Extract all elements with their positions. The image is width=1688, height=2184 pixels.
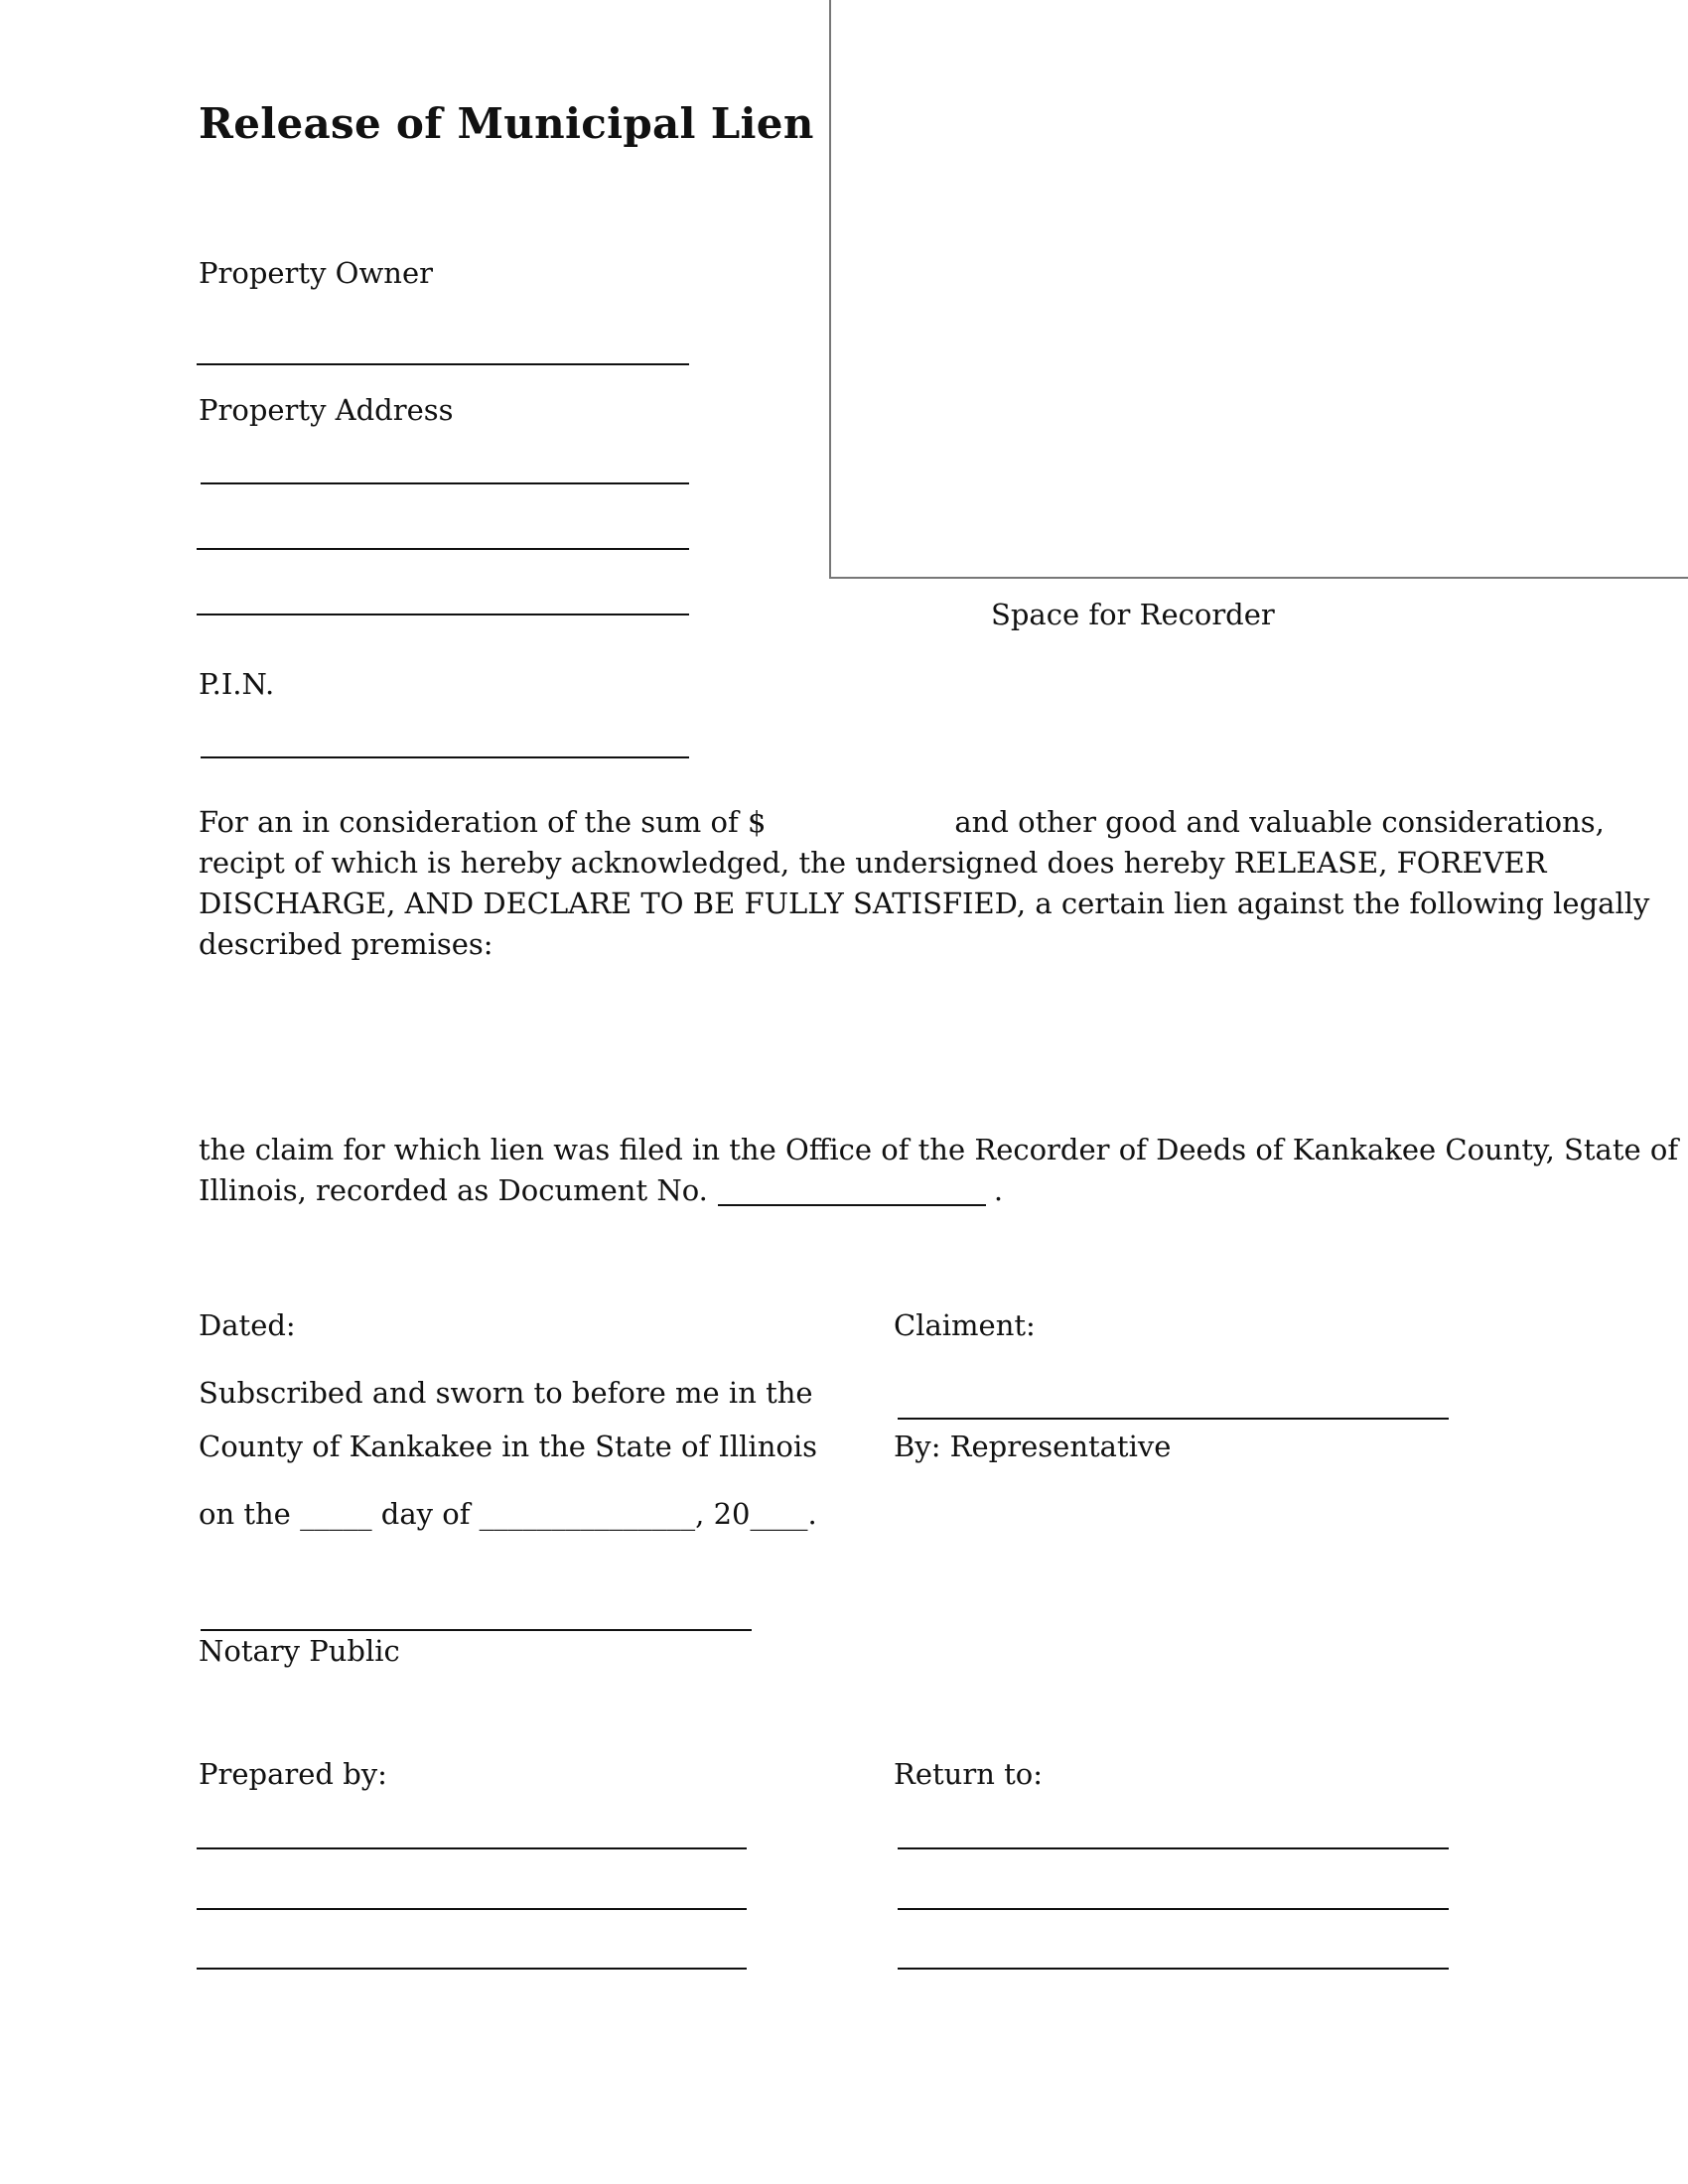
consideration-line-4: described premises: [199, 927, 493, 961]
return-to-line-3[interactable] [898, 1968, 1449, 1970]
pin-label: P.I.N. [199, 667, 275, 701]
claim-line-2 [199, 1170, 1509, 1211]
page-title: Release of Municipal Lien [199, 99, 814, 148]
notary-public-label: Notary Public [199, 1634, 400, 1668]
consideration-line-2: recipt of which is hereby acknowledged, the undersigned does hereby RELEASE, FOREVER [199, 846, 1547, 880]
property-address-line-2[interactable] [197, 548, 689, 550]
claimant-signature-line[interactable] [898, 1418, 1449, 1420]
property-address-label: Property Address [199, 393, 454, 427]
sworn-line-1: Subscribed and sworn to before me in the [199, 1376, 813, 1410]
document-number-field[interactable] [718, 1174, 986, 1206]
consideration-paragraph [199, 802, 1650, 965]
consideration-end: and other good and valuable considerations, [954, 805, 1605, 839]
consideration-line-1 [199, 802, 1605, 843]
prepared-by-line-3[interactable] [197, 1968, 747, 1970]
recorder-space-box [829, 0, 1688, 579]
representative-label: By: Representative [894, 1430, 1172, 1463]
notary-date-line: on the _____ day of _______________, 20____. [199, 1497, 817, 1531]
pin-line[interactable] [201, 756, 689, 758]
recorder-space-label: Space for Recorder [991, 598, 1275, 631]
consideration-start: For an in consideration of the sum of $ [199, 805, 767, 839]
notary-signature-line[interactable] [201, 1629, 752, 1631]
prepared-by-line-1[interactable] [197, 1847, 747, 1849]
claim-line-1: the claim for which lien was filed in the Office of the Recorder of Deeds of Kankakee County, State of [199, 1133, 1679, 1166]
property-address-line-1[interactable] [201, 482, 689, 484]
return-to-line-1[interactable] [898, 1847, 1449, 1849]
document-number-label: Illinois, recorded as Document No. [199, 1173, 708, 1207]
property-address-line-3[interactable] [197, 614, 689, 615]
claimant-label: Claiment: [894, 1308, 1036, 1342]
sworn-line-2: County of Kankakee in the State of Illinois [199, 1430, 817, 1463]
claim-paragraph [199, 1130, 1679, 1211]
return-to-line-2[interactable] [898, 1908, 1449, 1910]
claim-period: . [993, 1173, 1004, 1207]
property-owner-label: Property Owner [199, 256, 433, 290]
prepared-by-line-2[interactable] [197, 1908, 747, 1910]
dated-label: Dated: [199, 1308, 296, 1342]
consideration-line-3: DISCHARGE, AND DECLARE TO BE FULLY SATISFIED, a certain lien against the following legally [199, 887, 1650, 920]
prepared-by-label: Prepared by: [199, 1757, 387, 1791]
return-to-label: Return to: [894, 1757, 1043, 1791]
property-owner-line[interactable] [197, 363, 689, 365]
